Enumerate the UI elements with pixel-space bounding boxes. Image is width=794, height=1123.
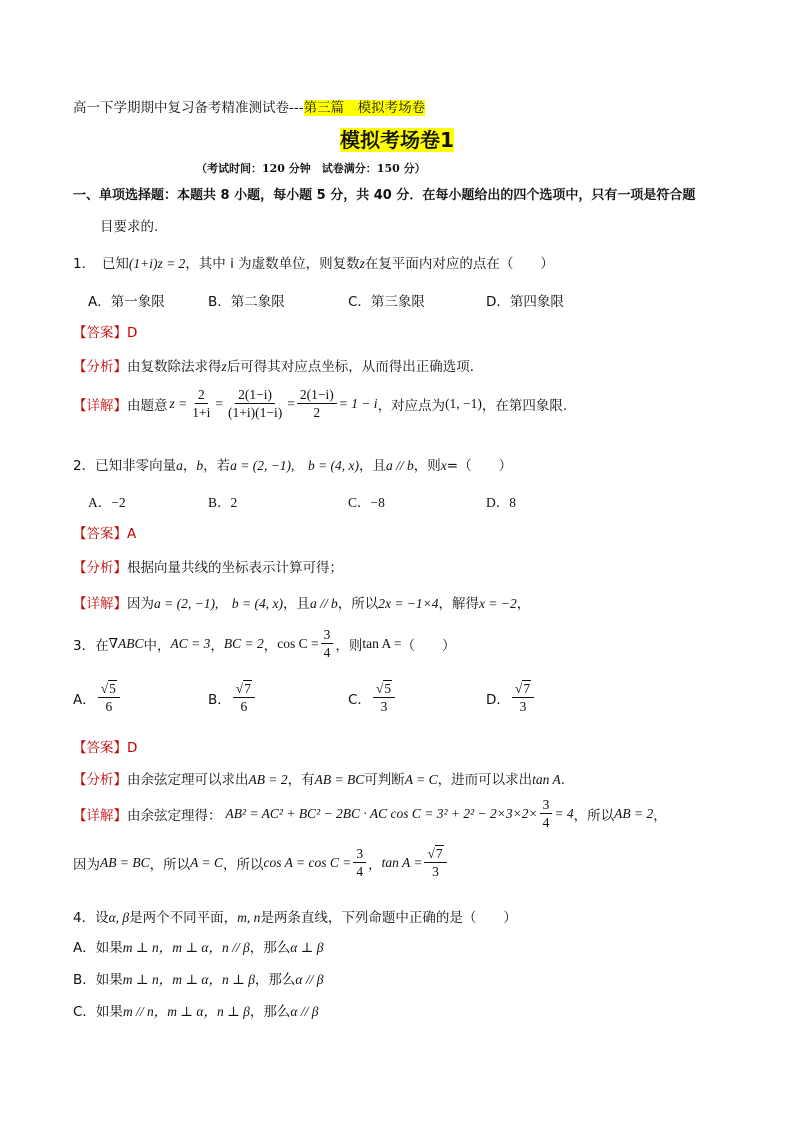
series-title: 高一下学期期中复习备考精准测试卷--- <box>73 100 304 116</box>
q3-option-b: B． $\frac{√7}{6}$ <box>208 680 257 715</box>
q3-option-a: A． $\frac{√5}{6}$ <box>73 680 122 715</box>
section-heading-cont: 目要求的. <box>100 219 159 235</box>
header-line <box>73 96 425 116</box>
q2-option-d: D．8 <box>486 495 516 510</box>
q2-option-a: A．−2 <box>88 495 126 510</box>
q1-analysis: 【分析】由复数除法求得z后可得其对应点坐标，从而得出正确选项． <box>73 359 484 375</box>
q1-stem: 1． 已知(1+i)z = 2，其中 i 为虚数单位，则复数z在复平面内对应的点在（ ） <box>73 256 554 272</box>
q3-option-d: D． $\frac{√7}{3}$ <box>486 680 536 715</box>
q3-option-c: C． $\frac{√5}{3}$ <box>348 680 397 715</box>
q4-option-a: A．如果m ⊥ n，m ⊥ α，n // β，那么α ⊥ β <box>73 940 324 956</box>
q3-detail-line2: 因为 AB = BC ，所以 A = C ，所以 cos A = cos C = $\frac{3}{4}$ ， tan A = $\frac{√7}{3}$ <box>73 845 449 880</box>
q3-analysis: 【分析】由余弦定理可以求出AB = 2，有AB = BC可判断A = C，进而可以求出tan A. <box>73 772 566 788</box>
q4-stem: 4．设α, β是两个不同平面，m, n是两条直线，下列命题中正确的是（ ） <box>73 910 517 926</box>
q3-answer: 【答案】D <box>73 740 138 756</box>
q1-option-b: B．第二象限 <box>208 294 285 310</box>
page-title: 模拟考场卷1 <box>340 128 454 152</box>
q2-stem: 2．已知非零向量a，b，若a = (2, −1), b = (4, x)，且a // b，则x=（ ） <box>73 458 513 474</box>
q1-detail: 【详解】 由题意 z = $\frac{2}{1+i}$ = $\frac{2(1-i)}{(1+i)(1-i)}$ = $\frac{2(1-i)}{2}$ = 1 − i ，对应点为 (1, −1) ，在第四象限. <box>73 387 568 420</box>
fraction: $\frac{3}{4}$ <box>321 626 334 661</box>
q4-option-b: B．如果m ⊥ n，m ⊥ α，n ⊥ β，那么α // β <box>73 972 324 988</box>
q1-answer: 【答案】D <box>73 325 138 341</box>
q2-analysis: 【分析】根据向量共线的坐标表示计算可得； <box>73 560 343 576</box>
part-title: 第三篇 模拟考场卷 <box>303 100 426 116</box>
q2-answer: 【答案】A <box>73 526 137 542</box>
q1-option-c: C．第三象限 <box>348 294 425 310</box>
q3-detail: 【详解】 由余弦定理得： AB² = AC² + BC² − 2BC · AC cos C = 3² + 2² − 2×3×2× $\frac{3}{4}$ = 4 ，所以 AB = 2 ， <box>73 797 667 830</box>
section-heading: 一、单项选择题：本题共 8 小题，每小题 5 分，共 40 分．在每小题给出的四个选项中，只有一项是符合题 <box>73 188 696 203</box>
q1-option-d: D．第四象限 <box>486 294 564 310</box>
q2-option-b: B．2 <box>208 495 238 510</box>
q2-detail: 【详解】因为a = (2, −1), b = (4, x)，且a // b，所以2x = −1×4，解得x = −2， <box>73 596 531 612</box>
q2-option-c: C．−8 <box>348 495 385 510</box>
fraction: $\frac{2(1-i)}{2}$ <box>297 386 337 421</box>
q3-stem: 3．在 ∇ABC 中， AC = 3 ， BC = 2 ， cos C = $\frac{3}{4}$ ，则 tan A = （ ） <box>73 627 456 660</box>
exam-info: （考试时间：120 分钟 试卷满分：150 分） <box>196 162 426 175</box>
fraction: $\frac{2}{1+i}$ <box>192 387 211 420</box>
q4-option-c: C．如果m // n，m ⊥ α，n ⊥ β，那么α // β <box>73 1004 319 1020</box>
q1-option-a: A．第一象限 <box>88 294 165 310</box>
fraction: $\frac{2(1-i)}{(1+i)(1-i)}$ <box>228 387 283 420</box>
